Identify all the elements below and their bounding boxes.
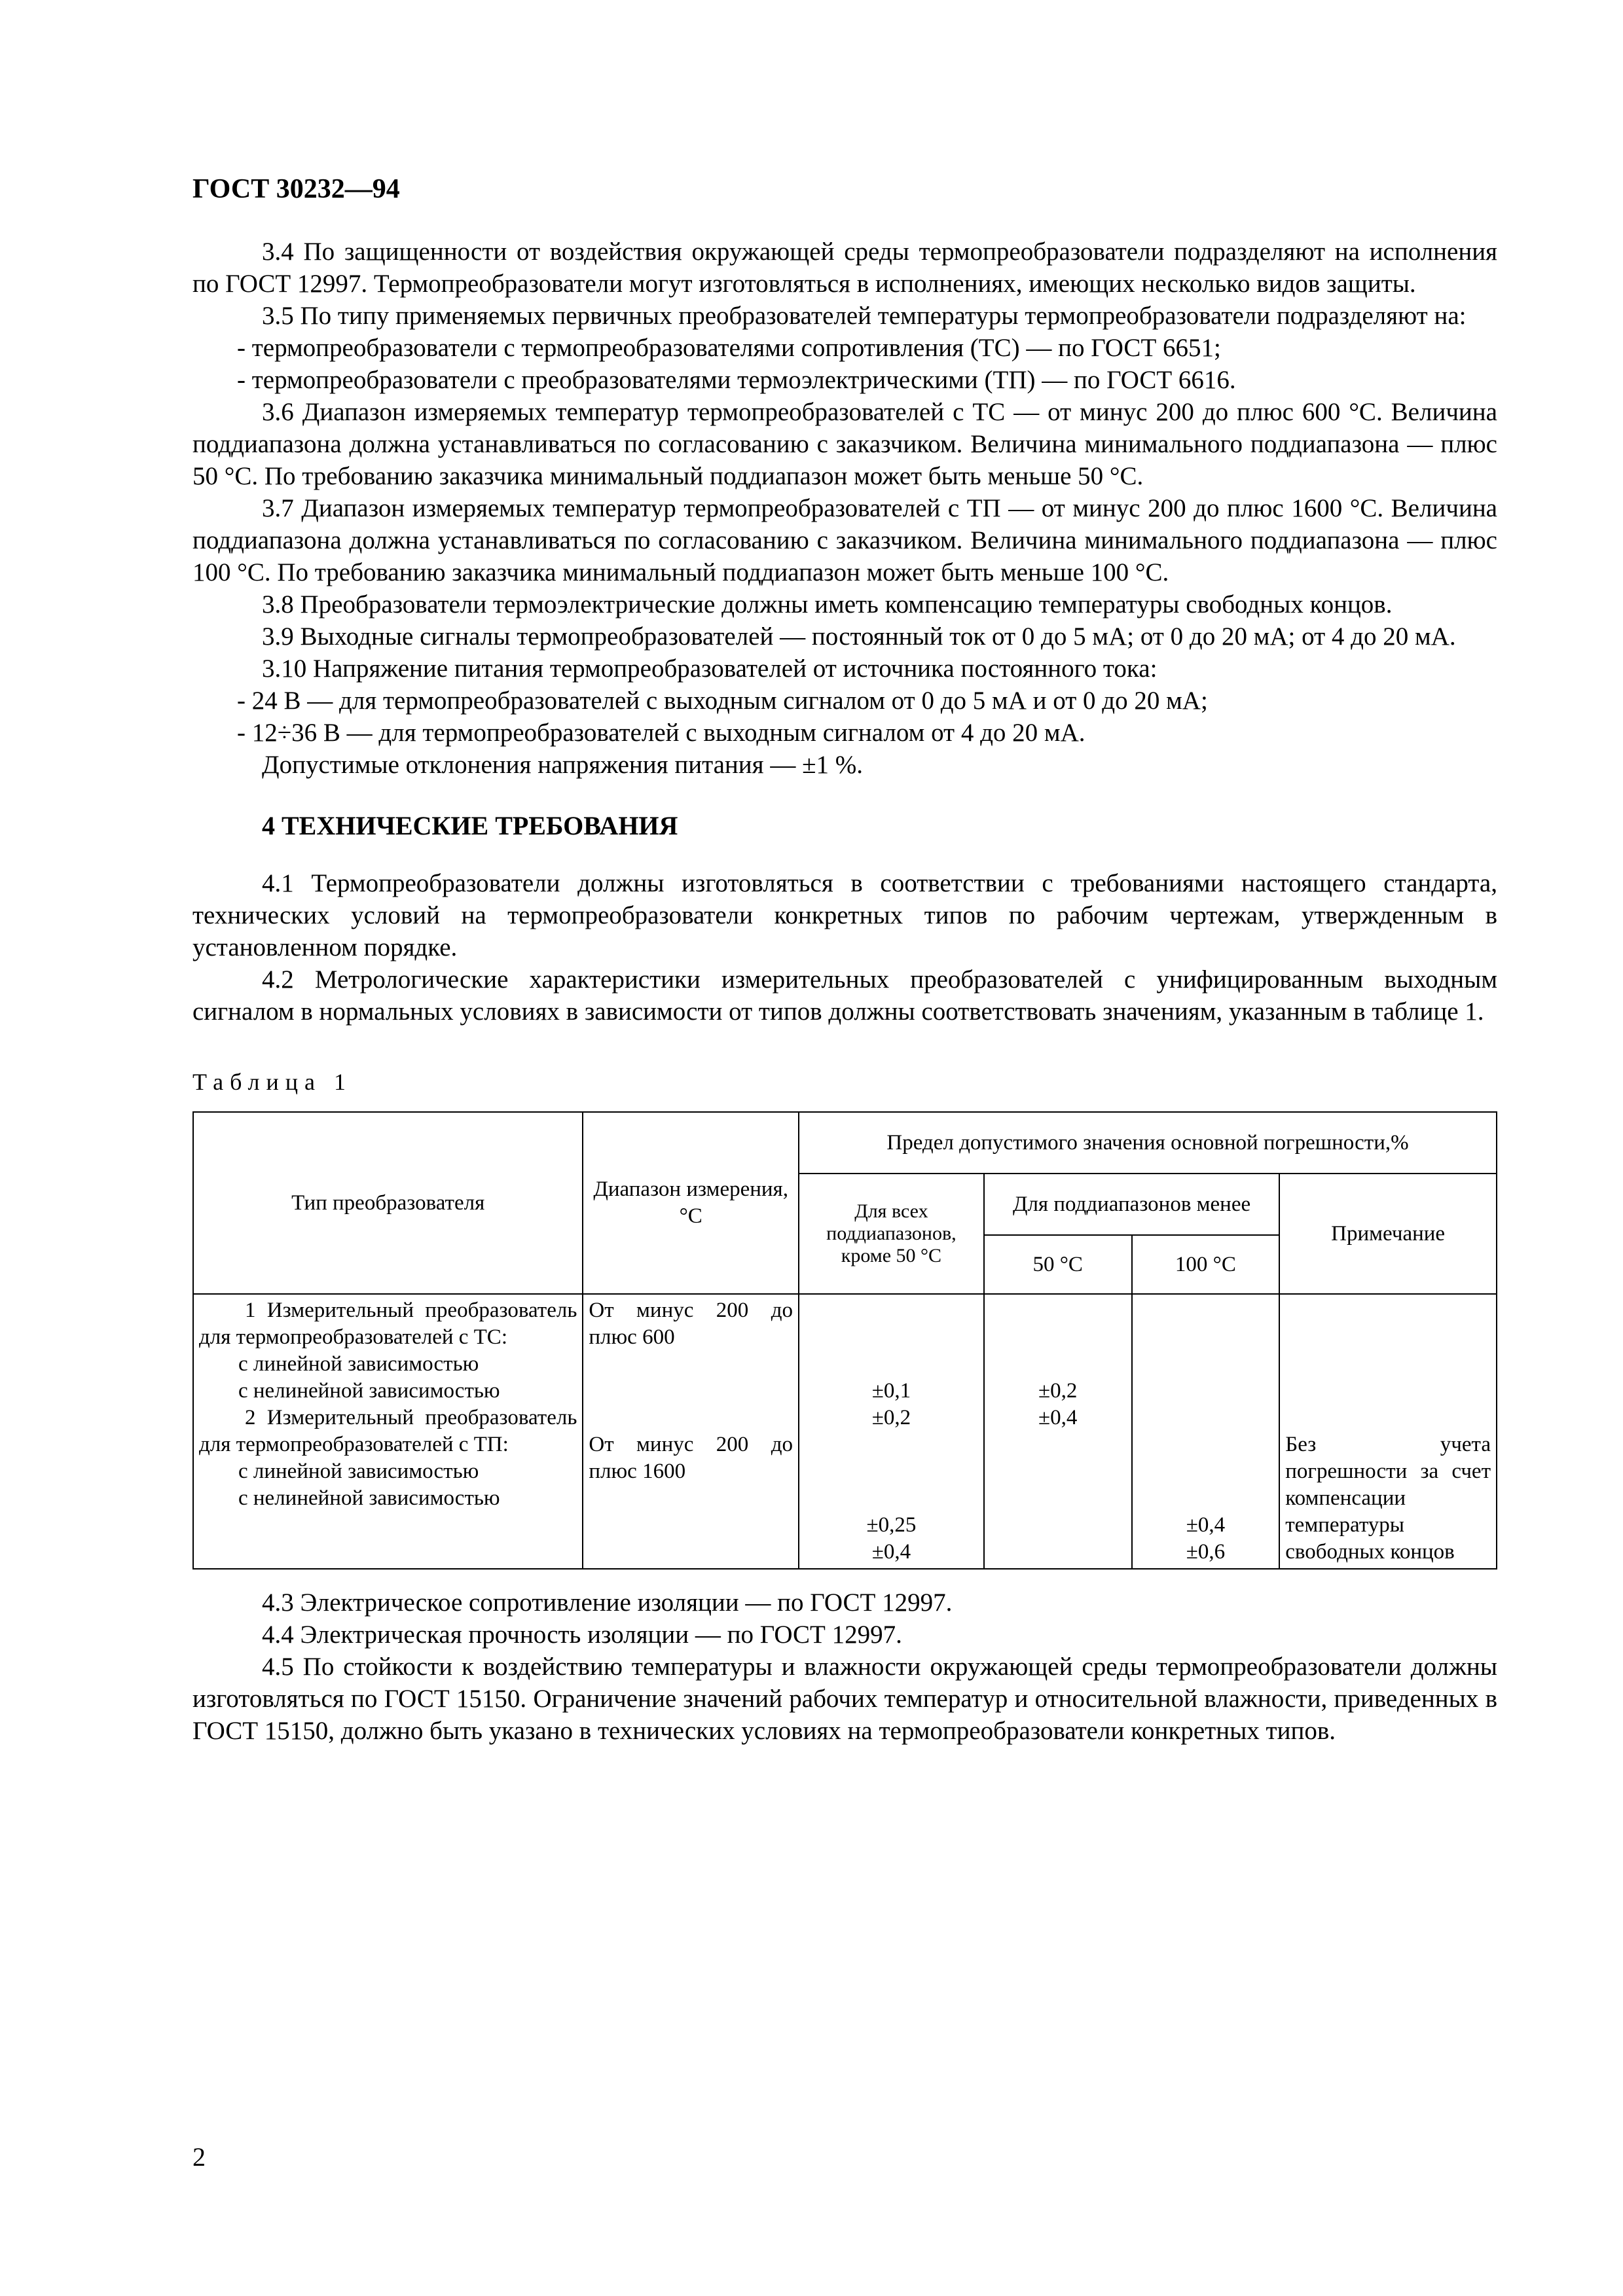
paragraph-p44: 4.4 Электрическая прочность изоляции — по ГОСТ 12997. <box>262 1621 902 1649</box>
cell-50c <box>984 1294 1132 1569</box>
cell-line: ±0,2 <box>871 1406 911 1429</box>
cell-line <box>990 1512 1126 1539</box>
header-50c: 50 °С <box>984 1235 1132 1294</box>
page-number: 2 <box>192 2142 206 2172</box>
cell-line: Без учета погрешности за счет компенсации температуры свободных концов <box>1285 1433 1491 1564</box>
cell-line: ±0,4 <box>1186 1513 1226 1537</box>
cell-line: с линейной зависимостью <box>238 1460 479 1483</box>
document-header: ГОСТ 30232—94 <box>192 174 400 204</box>
cell-type <box>193 1294 583 1569</box>
cell-spacer <box>990 1431 1126 1512</box>
cell-line: ±0,4 <box>1038 1406 1078 1429</box>
section-heading: 4 ТЕХНИЧЕСКИЕ ТРЕБОВАНИЯ <box>262 811 678 840</box>
cell-line: ±0,1 <box>871 1379 911 1403</box>
paragraph-p310c: Допустимые отклонения напряжения питания — ±1 %. <box>262 751 863 779</box>
table-1 <box>192 1111 1497 1570</box>
header-subranges-less: Для поддиапазонов менее <box>984 1174 1279 1235</box>
cell-line: От минус 200 до плюс 1600 <box>589 1433 793 1483</box>
section-3-continued <box>192 236 1497 781</box>
cell-line <box>1138 1378 1274 1405</box>
cell-range <box>583 1294 799 1569</box>
paragraph-p45: 4.5 По стойкости к воздействию температуры и влажности окружающей среды термопреобразователи должны изготовляться по ГОСТ 15150. Ограничение значений рабочих температур и относительной влажности, приведенных в ГОСТ 15150, должно быть указано в технических условиях на термопреобразователи конкретных типов. <box>192 1653 1497 1745</box>
cell-line: ±0,25 <box>866 1513 917 1537</box>
header-limit: Предел допустимого значения основной погрешности,% <box>799 1112 1497 1174</box>
header-type: Тип преобразователя <box>193 1112 583 1294</box>
cell-line: От минус 200 до плюс 600 <box>589 1299 793 1349</box>
paragraph-p310a: - 24 В — для термопреобразователей с выходным сигналом от 0 до 5 мА и от 0 до 20 мА; <box>237 687 1208 715</box>
cell-line <box>990 1539 1126 1566</box>
header-note: Примечание <box>1279 1174 1497 1294</box>
paragraph-p35: 3.5 По типу применяемых первичных преобразователей температуры термопреобразователи подразделяют на: <box>262 302 1467 330</box>
cell-line: ±0,6 <box>1186 1540 1226 1564</box>
cell-line: ±0,4 <box>871 1540 911 1564</box>
paragraph-p35a: - термопреобразователи с термопреобразователями сопротивления (ТС) — по ГОСТ 6651; <box>237 334 1221 362</box>
cell-line <box>1138 1405 1274 1431</box>
cell-line: ±0,2 <box>1038 1379 1078 1403</box>
cell-note <box>1279 1294 1497 1569</box>
paragraph-p36: 3.6 Диапазон измеряемых температур термопреобразователей с ТС — от минус 200 до плюс 600 °С. Величина поддиапазона должна устанавливаться по согласованию с заказчиком. Величина минимального поддиапазона — плюс 50 °С. По требованию заказчика минимальный поддиапазон может быть меньше 50 °С. <box>192 398 1497 490</box>
cell-all-subranges <box>799 1294 984 1569</box>
paragraph-p35b: - термопреобразователи с преобразователями термоэлектрическими (ТП) — по ГОСТ 6616. <box>237 366 1236 394</box>
paragraph-p34: 3.4 По защищенности от воздействия окружающей среды термопреобразователи подразделяют на исполнения по ГОСТ 12997. Термопреобразователи могут изготовляться в исполнениях, имеющих несколько видов защиты. <box>192 238 1497 298</box>
cell-line: 1 Измерительный преобразователь для термопреобразователей с ТС: <box>199 1299 577 1349</box>
cell-spacer <box>990 1297 1126 1378</box>
table-body <box>193 1294 1497 1569</box>
table-caption: Таблица 1 <box>192 1069 352 1095</box>
cell-line: 2 Измерительный преобразователь для термопреобразователей с ТП: <box>199 1406 577 1456</box>
cell-100c <box>1132 1294 1280 1569</box>
cell-spacer <box>1285 1297 1491 1431</box>
cell-spacer <box>1138 1431 1274 1512</box>
paragraph-p38: 3.8 Преобразователи термоэлектрические должны иметь компенсацию температуры свободных концов. <box>262 590 1393 619</box>
cell-line: с линейной зависимостью <box>238 1352 479 1376</box>
cell-line: с нелинейной зависимостью <box>238 1486 500 1510</box>
paragraph-p39: 3.9 Выходные сигналы термопреобразователей — постоянный ток от 0 до 5 мА; от 0 до 20 мА; от 4 до 20 мА. <box>262 622 1456 651</box>
document-body <box>192 236 1497 1747</box>
header-range: Диапазон измерения, °С <box>583 1112 799 1294</box>
paragraph-p310b: - 12÷36 В — для термопреобразователей с выходным сигналом от 4 до 20 мА. <box>237 719 1085 747</box>
table-row <box>193 1294 1497 1569</box>
cell-spacer <box>805 1297 978 1378</box>
header-all-subranges: Для всех поддиапазонов, кроме 50 °С <box>799 1174 984 1294</box>
section-4-intro <box>192 867 1497 1028</box>
header-100c: 100 °С <box>1132 1235 1280 1294</box>
cell-spacer <box>1138 1297 1274 1378</box>
paragraph-p37: 3.7 Диапазон измеряемых температур термопреобразователей с ТП — от минус 200 до плюс 1600 °С. Величина поддиапазона должна устанавливаться по согласованию с заказчиком. Величина минимального поддиапазона — плюс 100 °С. По требованию заказчика минимальный поддиапазон может быть меньше 100 °С. <box>192 494 1497 586</box>
paragraph-p43: 4.3 Электрическое сопротивление изоляции — по ГОСТ 12997. <box>262 1588 953 1617</box>
section-4-continued <box>192 1587 1497 1747</box>
paragraph-p42: 4.2 Метрологические характеристики измерительных преобразователей с унифицированным выходным сигналом в нормальных условиях в зависимости от типов должны соответствовать значениям, указанным в таблице 1. <box>192 965 1497 1026</box>
cell-line: с нелинейной зависимостью <box>238 1379 500 1403</box>
paragraph-p310: 3.10 Напряжение питания термопреобразователей от источника постоянного тока: <box>262 655 1158 683</box>
cell-spacer <box>805 1431 978 1512</box>
paragraph-p41: 4.1 Термопреобразователи должны изготовляться в соответствии с требованиями настоящего стандарта, технических условий на термопреобразователи конкретных типов по рабочим чертежам, утвержденным в установленном порядке. <box>192 869 1497 961</box>
